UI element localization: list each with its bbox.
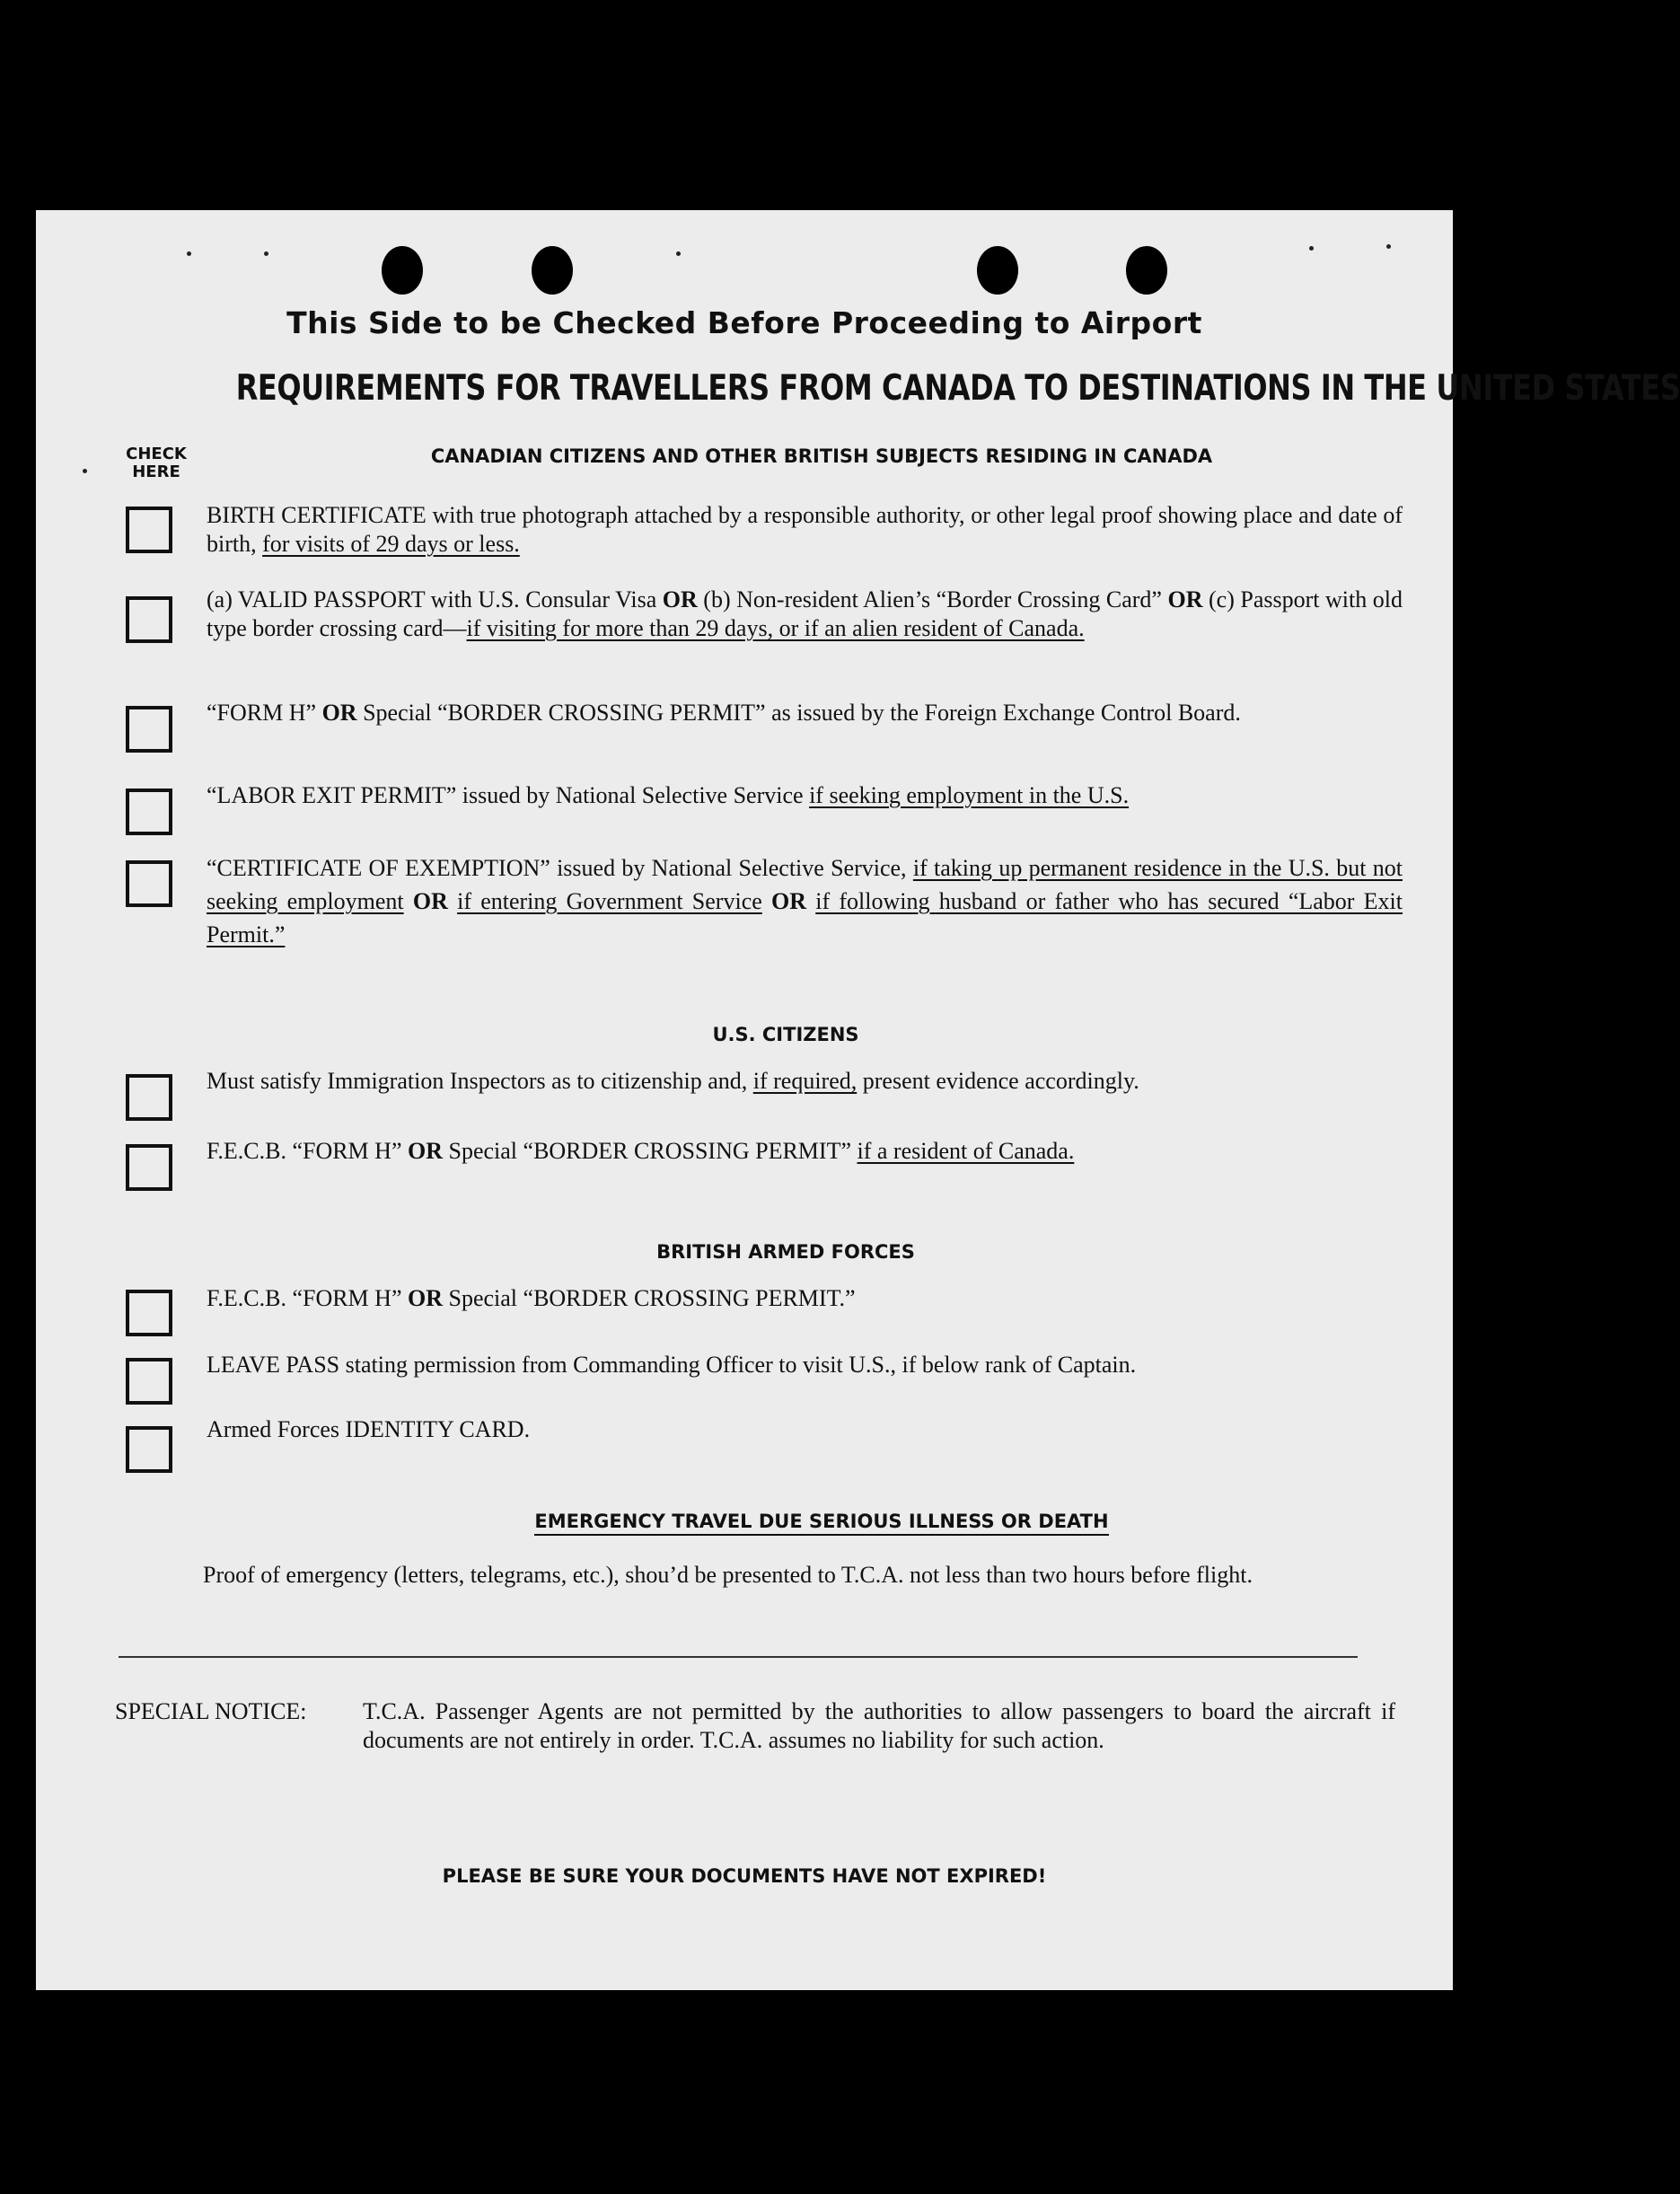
speck-mark <box>83 469 87 473</box>
or-keyword: OR <box>662 586 698 612</box>
section-heading-canadian: CANADIAN CITIZENS AND OTHER BRITISH SUBJECTS RESIDING IN CANADA <box>430 445 1213 467</box>
divider-line <box>119 1656 1358 1658</box>
checkbox-fecb-form-h-us[interactable] <box>126 1144 172 1191</box>
checkbox-labor-exit-permit[interactable] <box>126 789 172 835</box>
item-condition: if taking up permanent residence in the U.S. but not seeking employment <box>207 855 1403 914</box>
section-heading-us-citizens: U.S. CITIZENS <box>712 1024 859 1045</box>
item-text: present evidence accordingly. <box>857 1068 1139 1094</box>
item-labor-exit-permit <box>207 781 1403 810</box>
item-form-h <box>207 699 1403 727</box>
or-keyword: OR <box>321 700 357 726</box>
item-condition: if entering Government Service <box>457 888 762 914</box>
checkbox-identity-card[interactable] <box>126 1426 172 1473</box>
item-certificate-of-exemption <box>207 851 1403 951</box>
checkbox-fecb-form-h-british[interactable] <box>126 1290 172 1336</box>
speck-mark <box>1386 244 1391 249</box>
punch-hole-3 <box>977 246 1018 295</box>
or-keyword: OR <box>408 1138 443 1164</box>
item-fecb-form-h-us <box>207 1137 1403 1166</box>
special-notice-text: T.C.A. Passenger Agents are not permitted by the authorities to allow passengers to board the aircraft if documents are not entirely in order. T.C.A. assumes no liability for such action. <box>363 1698 1395 1753</box>
item-valid-passport <box>207 586 1403 643</box>
item-text: BIRTH CERTIFICATE with true photograph attached by a responsible authority, or other legal proof showing place and date of birth, <box>207 502 1403 557</box>
checkbox-valid-passport[interactable] <box>126 596 172 643</box>
item-condition: for visits of 29 days or less. <box>262 531 520 557</box>
item-condition: if following husband or father who has secured “Labor Exit Permit.” <box>207 888 1403 947</box>
or-keyword: OR <box>408 1285 443 1311</box>
item-emergency-proof: Proof of emergency (letters, telegrams, etc.), shou’d be presented to T.C.A. not less than two hours before flight. <box>203 1562 1253 1588</box>
checkbox-certificate-of-exemption[interactable] <box>126 860 172 907</box>
or-keyword: OR <box>1167 586 1203 612</box>
checkbox-form-h[interactable] <box>126 706 172 753</box>
item-leave-pass: LEAVE PASS stating permission from Commanding Officer to visit U.S., if below rank of Captain. <box>207 1352 1137 1378</box>
punch-hole-1 <box>382 246 423 295</box>
speck-mark <box>1309 246 1314 251</box>
speck-mark <box>187 251 191 256</box>
item-identity-card: Armed Forces IDENTITY CARD. <box>207 1416 531 1442</box>
document-page <box>36 210 1680 1990</box>
item-text: F.E.C.B. “FORM H” <box>207 1138 408 1164</box>
item-text: “CERTIFICATE OF EXEMPTION” issued by National Selective Service, <box>207 855 913 881</box>
item-text: F.E.C.B. “FORM H” <box>207 1285 408 1311</box>
or-keyword: OR <box>761 888 816 914</box>
emergency-heading-text: EMERGENCY TRAVEL DUE SERIOUS ILLNESS OR DEATH <box>534 1511 1108 1536</box>
check-here-label: CHECK HERE <box>126 445 187 481</box>
item-text: “LABOR EXIT PERMIT” issued by National Selective Service <box>207 782 810 808</box>
item-text: (b) Non-resident Alien’s “Border Crossing Card” <box>697 586 1168 612</box>
item-condition: if visiting for more than 29 days, or if an alien resident of Canada. <box>466 615 1085 641</box>
or-keyword: OR <box>403 888 458 914</box>
item-text: (a) VALID PASSPORT with U.S. Consular Visa <box>207 586 663 612</box>
speck-mark <box>264 251 268 256</box>
item-fecb-form-h-british <box>207 1284 1403 1313</box>
item-text: (c) Passport with old type border crossing card— <box>207 586 1403 641</box>
checkbox-leave-pass[interactable] <box>126 1358 172 1405</box>
punch-hole-2 <box>532 246 573 295</box>
item-text: Special “BORDER CROSSING PERMIT” as issued by the Foreign Exchange Control Board. <box>356 700 1241 726</box>
item-condition: if a resident of Canada. <box>857 1138 1075 1164</box>
section-heading-emergency <box>171 1511 1473 1532</box>
item-text: Special “BORDER CROSSING PERMIT” <box>443 1138 858 1164</box>
checkbox-birth-certificate[interactable] <box>126 507 172 553</box>
speck-mark <box>676 251 681 256</box>
item-condition: if seeking employment in the U.S. <box>809 782 1130 808</box>
item-text: Special “BORDER CROSSING PERMIT.” <box>443 1285 856 1311</box>
item-text: “FORM H” <box>207 700 322 726</box>
item-birth-certificate <box>207 501 1403 559</box>
page-title: REQUIREMENTS FOR TRAVELLERS FROM CANADA TO DESTINATIONS IN THE UNITED STATES <box>235 368 1680 409</box>
special-notice-label: SPECIAL NOTICE: <box>115 1698 307 1724</box>
footer-reminder: PLEASE BE SURE YOUR DOCUMENTS HAVE NOT EXPIRED! <box>442 1865 1047 1887</box>
section-heading-british-armed-forces: BRITISH ARMED FORCES <box>656 1241 915 1263</box>
checkbox-citizenship-proof[interactable] <box>126 1074 172 1121</box>
page-subtitle: This Side to be Checked Before Proceeding to Airport <box>286 305 1202 340</box>
item-condition: if required, <box>752 1068 858 1094</box>
item-citizenship-proof <box>207 1067 1403 1096</box>
item-text: Must satisfy Immigration Inspectors as to citizenship and, <box>207 1068 753 1094</box>
punch-hole-4 <box>1126 246 1167 295</box>
